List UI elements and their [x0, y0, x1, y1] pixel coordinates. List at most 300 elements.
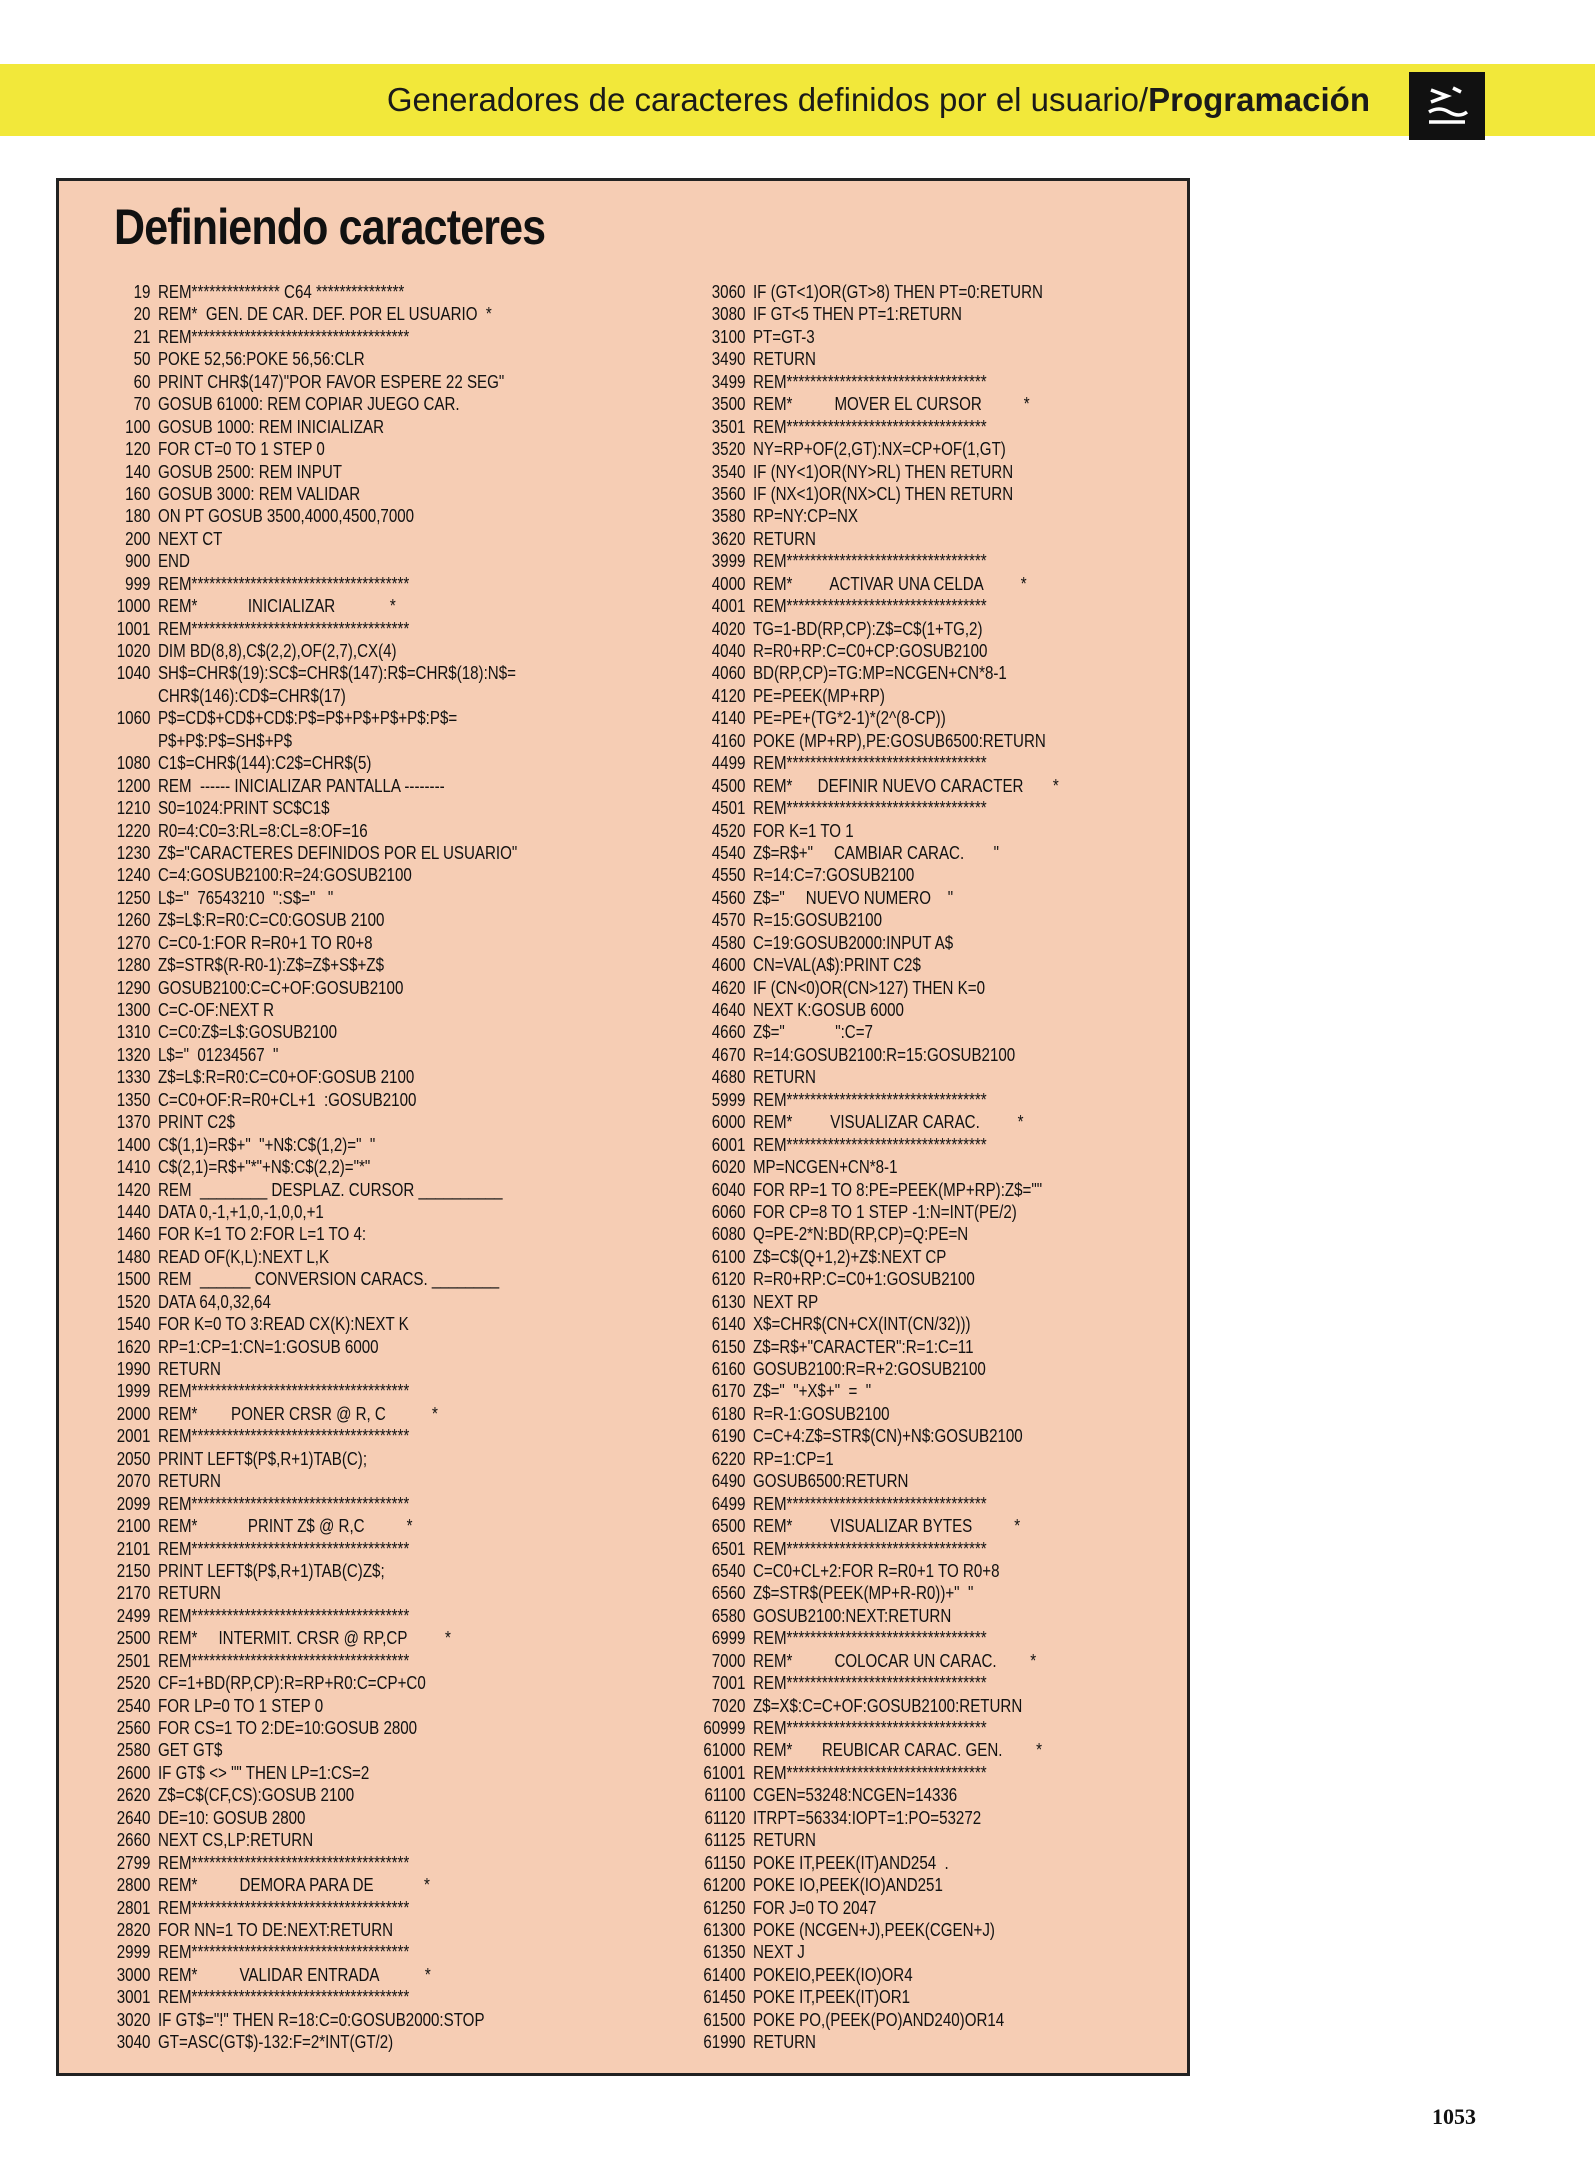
code-line [695, 752, 1059, 774]
code-line [100, 1695, 517, 1717]
code-line [695, 393, 1059, 415]
code-text: RETURN [157, 1359, 221, 1379]
code-text: REM************************************* [157, 1381, 410, 1402]
code-line [100, 1448, 517, 1470]
code-text: FOR CS=1 TO 2:DE=10:GOSUB 2800 [157, 1718, 418, 1738]
code-text: GOSUB2100:R=R+2:GOSUB2100 [752, 1359, 986, 1379]
code-text: Z$=R$+"CARACTER":R=1:C=11 [752, 1336, 974, 1357]
line-number: 2799 [116, 1852, 151, 1873]
line-number: 6499 [711, 1493, 746, 1514]
code-line [695, 1897, 1059, 1919]
line-number: 1330 [116, 1067, 151, 1088]
line-number: 1220 [116, 820, 151, 841]
code-line [100, 1313, 517, 1335]
code-text: REM************************************* [157, 326, 410, 347]
code-line [100, 528, 517, 550]
code-text: END [157, 551, 190, 572]
code-text: REM********************************** [752, 1538, 987, 1559]
line-number: 1300 [116, 1000, 151, 1020]
line-number: 4020 [711, 618, 746, 639]
line-number: 61100 [704, 1785, 746, 1806]
code-line [100, 1515, 517, 1537]
code-text: NEXT K:GOSUB 6000 [752, 1000, 904, 1020]
code-text: POKE (NCGEN+J),PEEK(CGEN+J) [752, 1919, 995, 1940]
code-text: REM************************************* [157, 1650, 410, 1671]
line-number: 3080 [711, 304, 746, 325]
code-line [695, 1246, 1059, 1268]
line-number: 4660 [711, 1022, 746, 1043]
line-number: 6000 [711, 1112, 746, 1133]
code-text: PRINT LEFT$(P$,R+1)TAB(C); [157, 1448, 368, 1469]
code-text: REM********************************** [752, 371, 987, 392]
line-number: 61250 [703, 1897, 746, 1918]
code-line [695, 1807, 1059, 1829]
code-text: NY=RP+OF(2,GT):NX=CP+OF(1,GT) [752, 439, 1006, 460]
code-line [695, 1201, 1059, 1223]
line-number: 61990 [703, 2032, 746, 2053]
code-line [100, 752, 517, 774]
code-line [100, 1493, 517, 1515]
code-text: REM ______ CONVERSION CARACS. ________ [157, 1269, 500, 1290]
code-text: Z$=STR$(R-R0-1):Z$=Z$+S$+Z$ [157, 955, 385, 976]
code-line [100, 326, 517, 348]
code-line [695, 1672, 1059, 1694]
code-line [695, 1493, 1059, 1515]
code-text: Z$=L$:R=R0:C=C0:GOSUB 2100 [157, 910, 385, 931]
code-text: Z$=C$(Q+1,2)+Z$:NEXT CP [752, 1246, 947, 1267]
line-number: 3560 [711, 483, 746, 504]
code-text: GOSUB6500:RETURN [752, 1471, 909, 1492]
code-text: IF (CN<0)OR(CN>127) THEN K=0 [752, 977, 986, 998]
line-number: 999 [125, 573, 151, 594]
line-number: 2500 [116, 1628, 151, 1649]
line-number: 61001 [703, 1762, 746, 1783]
line-number: 1480 [116, 1246, 151, 1267]
line-number: 2520 [116, 1673, 151, 1694]
line-number: 6100 [711, 1246, 746, 1267]
code-line [100, 797, 517, 819]
code-text: IF (GT<1)OR(GT>8) THEN PT=0:RETURN [752, 282, 1043, 302]
code-line [695, 820, 1059, 842]
code-text: POKEIO,PEEK(IO)OR4 [752, 1964, 913, 1985]
line-number: 7000 [711, 1650, 746, 1671]
line-number: 4140 [711, 708, 746, 729]
line-number: 1230 [116, 842, 151, 863]
code-line [100, 1717, 517, 1739]
code-line [695, 1941, 1059, 1963]
code-text: SH$=CHR$(19):SC$=CHR$(147):R$=CHR$(18):N$= [157, 663, 516, 684]
code-line [100, 1403, 517, 1425]
code-line [695, 1268, 1059, 1290]
code-line [695, 954, 1059, 976]
code-line [695, 1156, 1059, 1178]
line-number: 900 [125, 551, 151, 572]
code-text: NEXT RP [752, 1291, 819, 1312]
line-number: 6580 [711, 1605, 746, 1626]
code-text: REM* REUBICAR CARAC. GEN. * [752, 1740, 1042, 1761]
code-line [100, 1380, 517, 1402]
code-line [100, 1874, 517, 1896]
line-number: 1000 [116, 596, 151, 617]
code-text: DATA 64,0,32,64 [157, 1291, 271, 1312]
code-text: R=14:GOSUB2100:R=15:GOSUB2100 [752, 1044, 1016, 1065]
line-number: 3000 [116, 1964, 151, 1985]
code-text: Z$=" ":C=7 [752, 1022, 873, 1043]
line-number: 6560 [711, 1583, 746, 1604]
code-text: REM* GEN. DE CAR. DEF. POR EL USUARIO * [157, 304, 492, 325]
line-number: 60999 [703, 1718, 746, 1738]
code-line [100, 1852, 517, 1874]
code-text: REM* DEFINIR NUEVO CARACTER * [752, 775, 1059, 796]
code-text: POKE IT,PEEK(IT)OR1 [752, 1987, 911, 2008]
line-number: 1999 [116, 1381, 151, 1402]
code-text: PRINT LEFT$(P$,R+1)TAB(C)Z$; [157, 1560, 385, 1581]
code-line [100, 1066, 517, 1088]
line-number: 50 [133, 349, 151, 370]
code-text: CN=VAL(A$):PRINT C2$ [752, 955, 921, 976]
code-text: FOR NN=1 TO DE:NEXT:RETURN [157, 1919, 394, 1940]
code-text: REM********************************** [752, 798, 987, 819]
line-number: 61200 [703, 1875, 746, 1896]
code-text: C$(2,1)=R$+"*"+N$:C$(2,2)="*" [157, 1157, 371, 1178]
line-number: 1540 [116, 1314, 151, 1335]
code-line [100, 1201, 517, 1223]
line-number: 4620 [711, 977, 746, 998]
line-number: 1240 [116, 865, 151, 886]
code-line [695, 416, 1059, 438]
line-number: 2499 [116, 1605, 151, 1626]
code-text: IF (NX<1)OR(NX>CL) THEN RETURN [752, 483, 1014, 504]
code-line [100, 730, 517, 752]
code-line [100, 999, 517, 1021]
code-line [695, 348, 1059, 370]
code-line [695, 1425, 1059, 1447]
code-line [100, 1268, 517, 1290]
code-text: C=C0+OF:R=R0+CL+1 :GOSUB2100 [157, 1089, 417, 1110]
code-line [100, 618, 517, 640]
page-number: 1053 [1432, 2104, 1476, 2129]
line-number: 1320 [116, 1044, 151, 1065]
line-number: 3580 [711, 506, 746, 527]
line-number: 6080 [711, 1224, 746, 1245]
line-number: 6130 [711, 1291, 746, 1312]
running-header [387, 64, 1370, 136]
line-number: 4500 [711, 775, 746, 796]
code-text: REM********************************** [752, 1628, 987, 1649]
code-text: R=R0+RP:C=C0+CP:GOSUB2100 [752, 641, 988, 661]
code-line [100, 416, 517, 438]
code-line [100, 887, 517, 909]
line-number: 6190 [711, 1426, 746, 1447]
code-text: PRINT CHR$(147)"POR FAVOR ESPERE 22 SEG" [157, 371, 505, 392]
code-text: Z$=" NUEVO NUMERO " [752, 887, 954, 908]
code-line [100, 1829, 517, 1851]
line-number: 1210 [116, 798, 151, 819]
line-number: 3520 [711, 439, 746, 460]
line-number: 61500 [703, 2009, 746, 2030]
code-line [100, 977, 517, 999]
code-text: POKE 52,56:POKE 56,56:CLR [157, 349, 365, 370]
line-number: 1260 [116, 910, 151, 931]
code-text: P$+P$:P$=SH$+P$ [157, 730, 293, 751]
code-line [695, 1582, 1059, 1604]
line-number: 70 [133, 394, 151, 415]
code-text: C1$=CHR$(144):C2$=CHR$(5) [157, 753, 372, 774]
line-number: 1080 [116, 753, 151, 774]
code-text: C=C-OF:NEXT R [157, 1000, 275, 1020]
code-text: RETURN [752, 349, 816, 370]
code-text: TG=1-BD(RP,CP):Z$=C$(1+TG,2) [752, 618, 983, 639]
code-text: POKE PO,(PEEK(PO)AND240)OR14 [752, 2009, 1005, 2030]
code-line [100, 775, 517, 797]
line-number: 2101 [116, 1538, 151, 1559]
code-text: Z$=STR$(PEEK(MP+R-R0))+" " [752, 1583, 974, 1604]
line-number: 2100 [116, 1516, 151, 1537]
code-line [100, 1538, 517, 1560]
code-text: CF=1+BD(RP,CP):R=RP+R0:C=CP+C0 [157, 1673, 426, 1694]
line-number: 4001 [711, 596, 746, 617]
code-line [100, 1223, 517, 1245]
code-line [695, 1650, 1059, 1672]
code-line [695, 1717, 1059, 1739]
code-line [695, 1448, 1059, 1470]
line-number: 61000 [703, 1740, 746, 1761]
code-text: GT=ASC(GT$)-132:F=2*INT(GT/2) [157, 2032, 394, 2053]
line-number: 6150 [711, 1336, 746, 1357]
line-number: 1420 [116, 1179, 151, 1200]
code-text: REM* PONER CRSR @ R, C * [157, 1403, 438, 1424]
code-line [100, 909, 517, 931]
code-text: R=15:GOSUB2100 [752, 910, 882, 931]
code-line [695, 1044, 1059, 1066]
code-line [695, 303, 1059, 325]
code-line [100, 438, 517, 460]
code-text: C=19:GOSUB2000:INPUT A$ [752, 932, 954, 953]
code-text: REM* INICIALIZAR * [157, 596, 396, 617]
code-line [695, 864, 1059, 886]
code-line [100, 1021, 517, 1043]
line-number: 2800 [116, 1875, 151, 1896]
code-line [100, 1650, 517, 1672]
code-line [695, 618, 1059, 640]
code-line [695, 461, 1059, 483]
code-line [100, 932, 517, 954]
code-text: ON PT GOSUB 3500,4000,4500,7000 [157, 506, 415, 527]
code-text: RP=1:CP=1:CN=1:GOSUB 6000 [157, 1336, 379, 1357]
code-line [695, 1560, 1059, 1582]
code-line [100, 573, 517, 595]
code-text: C=C0:Z$=L$:GOSUB2100 [157, 1022, 337, 1043]
line-number: 2580 [116, 1740, 151, 1761]
code-line [695, 573, 1059, 595]
code-line [695, 1223, 1059, 1245]
line-number: 3501 [711, 416, 746, 437]
code-line [695, 1627, 1059, 1649]
code-line [100, 954, 517, 976]
code-column-right [695, 281, 1128, 2054]
code-text: Z$=C$(CF,CS):GOSUB 2100 [157, 1785, 355, 1806]
line-number: 1310 [116, 1022, 151, 1043]
code-text: READ OF(K,L):NEXT L,K [157, 1246, 330, 1267]
code-text: GOSUB2100:NEXT:RETURN [752, 1605, 952, 1626]
line-number: 2150 [116, 1560, 151, 1581]
code-line [100, 1762, 517, 1784]
code-line [100, 820, 517, 842]
line-number: 1460 [116, 1224, 151, 1245]
code-text: REM************************************* [157, 1605, 410, 1626]
code-text: PE=PEEK(MP+RP) [752, 685, 885, 706]
line-number: 1040 [116, 663, 151, 684]
line-number: 6160 [711, 1359, 746, 1379]
code-line [695, 1605, 1059, 1627]
line-number: 4540 [711, 842, 746, 863]
code-line [100, 1246, 517, 1268]
code-text: DE=10: GOSUB 2800 [157, 1807, 306, 1828]
code-text: RETURN [157, 1471, 221, 1492]
code-text: FOR K=0 TO 3:READ CX(K):NEXT K [157, 1314, 409, 1335]
code-line [100, 640, 517, 662]
line-number: 1520 [116, 1291, 151, 1312]
code-line [695, 483, 1059, 505]
code-line [100, 1560, 517, 1582]
code-line [695, 842, 1059, 864]
line-number: 6501 [711, 1538, 746, 1559]
line-number: 1290 [116, 977, 151, 998]
line-number: 3060 [711, 282, 746, 302]
line-number: 1001 [116, 618, 151, 639]
code-line [100, 685, 517, 707]
line-number: 6490 [711, 1471, 746, 1492]
line-number: 1280 [116, 955, 151, 976]
line-number: 2620 [116, 1785, 151, 1806]
line-number: 1270 [116, 932, 151, 953]
code-line [100, 1156, 517, 1178]
line-number: 3100 [711, 326, 746, 347]
code-line [695, 326, 1059, 348]
code-line [695, 1134, 1059, 1156]
code-line [100, 1111, 517, 1133]
code-line [100, 2031, 517, 2053]
code-text: REM************************************* [157, 1897, 410, 1918]
code-line [695, 1089, 1059, 1111]
line-number: 1200 [116, 775, 151, 796]
line-number: 6040 [711, 1179, 746, 1200]
code-text: Q=PE-2*N:BD(RP,CP)=Q:PE=N [752, 1224, 969, 1245]
code-text: POKE IT,PEEK(IT)AND254 . [752, 1852, 949, 1873]
code-text: REM* VISUALIZAR CARAC. * [752, 1112, 1024, 1133]
code-line [100, 483, 517, 505]
code-line [695, 528, 1059, 550]
code-text: FOR RP=1 TO 8:PE=PEEK(MP+RP):Z$="" [752, 1179, 1043, 1200]
code-line [100, 1582, 517, 1604]
code-text: L$=" 76543210 ":S$=" " [157, 887, 334, 908]
code-line [100, 550, 517, 572]
code-text: FOR K=1 TO 2:FOR L=1 TO 4: [157, 1224, 367, 1245]
code-line [100, 393, 517, 415]
line-number: 1440 [116, 1201, 151, 1222]
code-text: POKE IO,PEEK(IO)AND251 [752, 1875, 943, 1896]
line-number: 60 [133, 371, 151, 392]
code-text: REM* MOVER EL CURSOR * [752, 394, 1030, 415]
code-text: REM********************************** [752, 753, 987, 774]
line-number: 2801 [116, 1897, 151, 1918]
code-line [695, 1829, 1059, 1851]
code-line [695, 1739, 1059, 1761]
line-number: 6120 [711, 1269, 746, 1290]
line-number: 2050 [116, 1448, 151, 1469]
code-text: REM********************************** [752, 1089, 987, 1110]
code-text: GOSUB 3000: REM VALIDAR [157, 483, 361, 504]
line-number: 3540 [711, 461, 746, 482]
line-number: 2001 [116, 1426, 151, 1447]
code-line [100, 1919, 517, 1941]
code-text: PRINT C2$ [157, 1112, 235, 1133]
code-line [695, 550, 1059, 572]
code-text: IF GT<5 THEN PT=1:RETURN [752, 304, 962, 325]
header-category: Programación [1148, 81, 1370, 118]
code-line [695, 1179, 1059, 1201]
code-text: R=14:C=7:GOSUB2100 [752, 865, 915, 886]
code-line [695, 438, 1059, 460]
code-line [695, 640, 1059, 662]
line-number: 2170 [116, 1583, 151, 1604]
code-text: C=C0-1:FOR R=R0+1 TO R0+8 [157, 932, 373, 953]
code-text: RETURN [752, 1830, 816, 1851]
code-text: CHR$(146):CD$=CHR$(17) [157, 685, 346, 706]
code-line [100, 1941, 517, 1963]
code-text: FOR CP=8 TO 1 STEP -1:N=INT(PE/2) [752, 1201, 1017, 1222]
code-text: FOR LP=0 TO 1 STEP 0 [157, 1695, 324, 1716]
code-line [695, 1874, 1059, 1896]
code-text: REM* COLOCAR UN CARAC. * [752, 1650, 1037, 1671]
code-line [100, 1425, 517, 1447]
code-text: GOSUB 1000: REM INICIALIZAR [157, 416, 384, 437]
code-line [100, 1897, 517, 1919]
code-text: R=R0+RP:C=C0+1:GOSUB2100 [752, 1269, 975, 1290]
code-text: RETURN [157, 1583, 221, 1604]
line-number: 4640 [711, 1000, 746, 1020]
line-number: 2540 [116, 1695, 151, 1716]
code-text: R0=4:C0=3:RL=8:CL=8:OF=16 [157, 820, 368, 841]
code-line [695, 281, 1059, 303]
code-text: FOR K=1 TO 1 [752, 820, 854, 841]
code-line [100, 1358, 517, 1380]
code-text: RETURN [752, 528, 816, 549]
code-text: Z$=" "+X$+" = " [752, 1381, 872, 1402]
line-number: 200 [125, 528, 151, 549]
code-line [100, 1672, 517, 1694]
code-text: C=C+4:Z$=STR$(CN)+N$:GOSUB2100 [752, 1426, 1023, 1447]
code-line [100, 461, 517, 483]
code-text: Z$=L$:R=R0:C=C0+OF:GOSUB 2100 [157, 1067, 415, 1088]
line-number: 6999 [711, 1628, 746, 1649]
line-number: 180 [125, 506, 151, 527]
code-text: REM************************************* [157, 1426, 410, 1447]
line-number: 4501 [711, 798, 746, 819]
code-line [695, 730, 1059, 752]
code-line [100, 1739, 517, 1761]
code-text: FOR CT=0 TO 1 STEP 0 [157, 439, 325, 460]
code-line [100, 1089, 517, 1111]
code-line [100, 1336, 517, 1358]
code-text: REM ------ INICIALIZAR PANTALLA -------- [157, 775, 445, 796]
code-line [695, 887, 1059, 909]
code-text: NEXT CT [157, 528, 223, 549]
line-number: 1250 [116, 887, 151, 908]
line-number: 20 [133, 304, 151, 325]
code-text: REM********************************** [752, 1493, 987, 1514]
code-line [100, 595, 517, 617]
